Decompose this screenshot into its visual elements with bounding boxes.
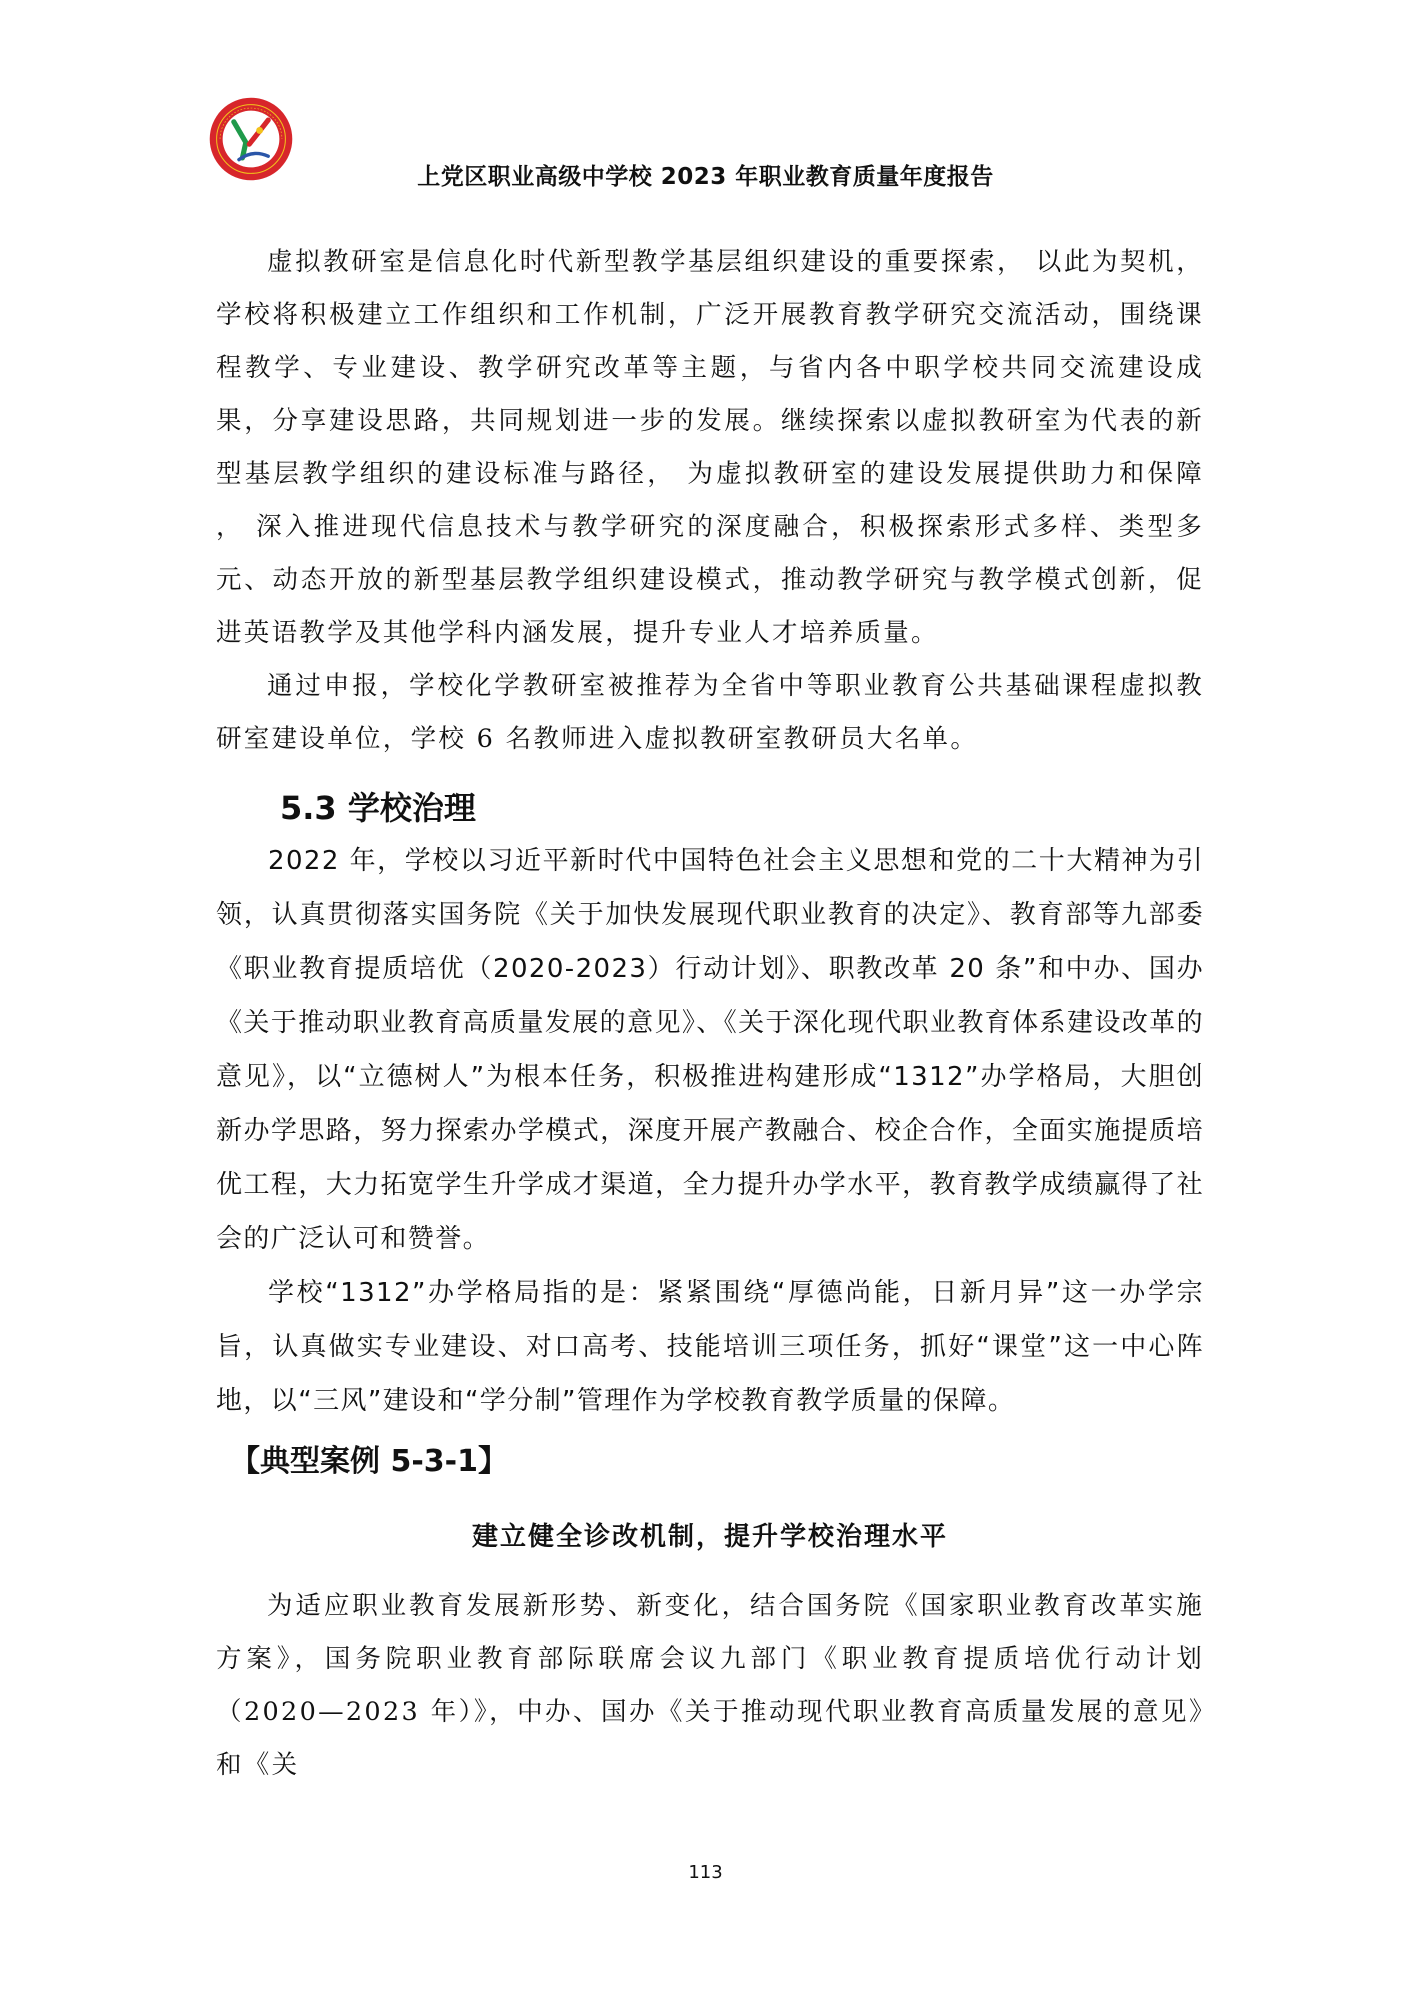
paragraph-virtual-teaching-office: 虚拟教研室是信息化时代新型教学基层组织建设的重要探索， 以此为契机，学校将积极建立工作组织和工作机制，广泛开展教育教学研究交流活动，围绕课程教学、专业建设、教学研究改革等主题，与省内各中职学校共同交流建设成果，分享建设思路，共同规划进一步的发展。继续探索以虚拟教研室为代表的新型基层教学组织的建设标准与路径， 为虚拟教研室的建设发展提供助力和保障 ， 深入推进现代信息技术与教学研究的深度融合，积极探索形式多样、类型多元、动态开放的新型基层教学组织建设模式，推动教学研究与教学模式创新，促进英语教学及其他学科内涵发展，提升专业人才培养质量。 xyxy=(216,247,1204,648)
paragraph-case-intro: 为适应职业教育发展新形势、新变化，结合国务院《国家职业教育改革实施方案》，国务院职业教育部际联席会议九部门《职业教育提质培优行动计划（2020—2023 年）》，中办、国办《关于推动现代职业教育高质量发展的意见》和《关 xyxy=(216,1591,1204,1780)
document-body xyxy=(216,236,1204,1792)
section-heading-school-governance: 5.3 学校治理 xyxy=(280,789,476,827)
paragraph-chemistry-office: 通过申报，学校化学教研室被推荐为全省中等职业教育公共基础课程虚拟教研室建设单位，学校 6 名教师进入虚拟教研室教研员大名单。 xyxy=(216,671,1204,754)
typical-case-label: 【典型案例 5-3-1】 xyxy=(230,1444,508,1479)
typical-case-title: 建立健全诊改机制，提升学校治理水平 xyxy=(471,1522,948,1552)
paragraph-governance-2022: 2022 年，学校以习近平新时代中国特色社会主义思想和党的二十大精神为引领，认真贯彻落实国务院《关于加快发展现代职业教育的决定》、教育部等九部委《职业教育提质培优（2020-2023）行动计划》、职教改革 20 条”和中办、国办《关于推动职业教育高质量发展的意见》、《关于深化现代职业教育体系建设改革的意见》，以“立德树人”为根本任务，积极推进构建形成“1312”办学格局，大胆创新办学思路，努力探索办学模式，深度开展产教融合、校企合作，全面实施提质培优工程，大力拓宽学生升学成才渠道，全力提升办学水平，教育教学成绩赢得了社会的广泛认可和赞誉。 xyxy=(216,846,1204,1254)
report-header-title: 上党区职业高级中学校 2023 年职业教育质量年度报告 xyxy=(417,164,994,190)
page-number: 113 xyxy=(688,1862,723,1883)
paragraph-1312-pattern: 学校“1312”办学格局指的是：紧紧围绕“厚德尚能，日新月异”这一办学宗旨，认真做实专业建设、对口高考、技能培训三项任务，抓好“课堂”这一中心阵地，以“三风”建设和“学分制”管理作为学校教育教学质量的保障。 xyxy=(216,1278,1204,1416)
